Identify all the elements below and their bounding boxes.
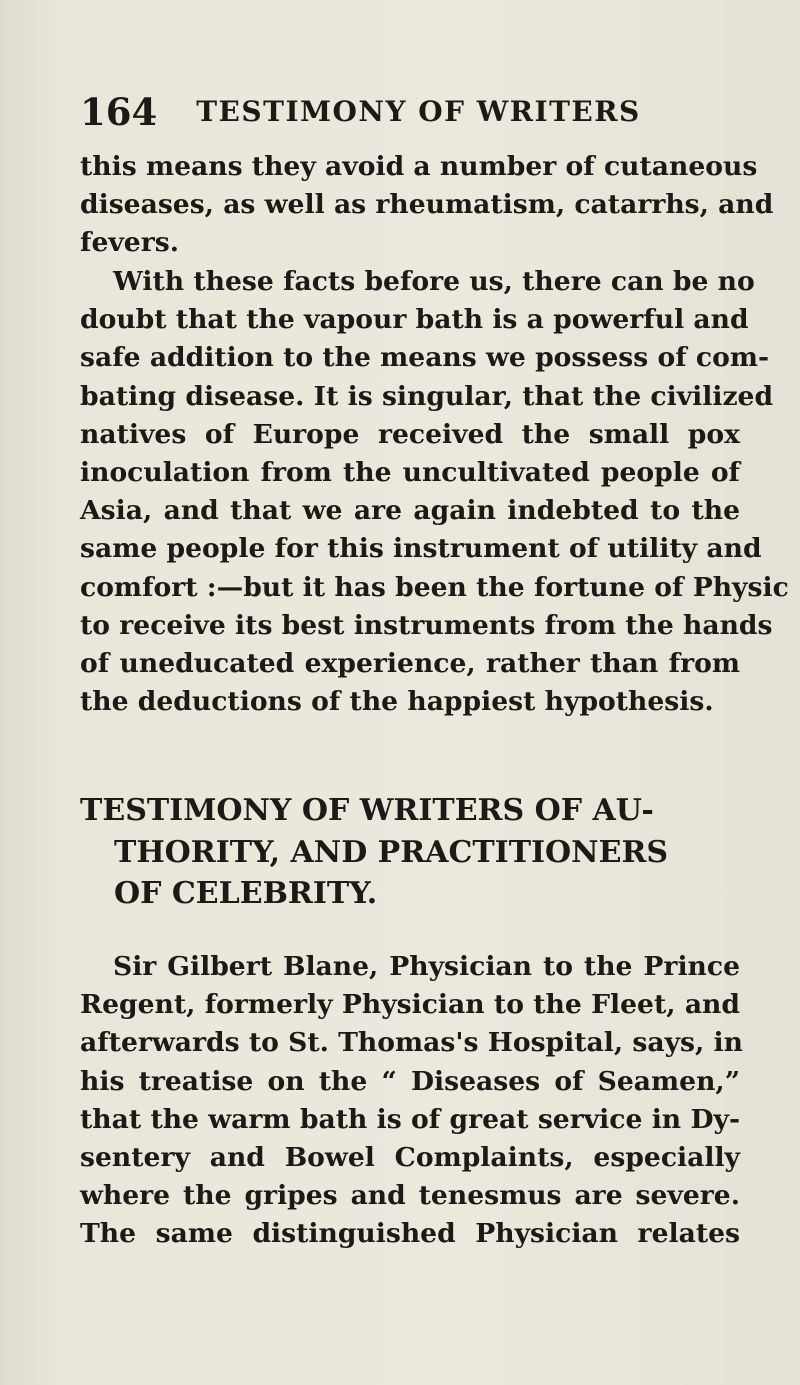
text-line: Asia, and that we are again indebted to the <box>80 495 740 527</box>
text-line: sentery and Bowel Complaints, especially <box>80 1142 740 1174</box>
page-number: 164 <box>80 90 158 134</box>
text-line: fevers. <box>80 227 179 259</box>
text-line: diseases, as well as rheumatism, catarrhs, and <box>80 189 774 221</box>
text-line: safe addition to the means we possess of com- <box>80 342 770 374</box>
text-line: Regent, formerly Physician to the Fleet, and <box>80 989 740 1021</box>
heading-line: THORITY, AND PRACTITIONERS <box>114 834 669 870</box>
text-line: natives of Europe received the small pox <box>80 418 740 450</box>
text-line: to receive its best instruments from the hands <box>80 609 773 641</box>
heading-line: TESTIMONY OF WRITERS OF AU- <box>80 793 654 828</box>
text-line: inoculation from the uncultivated people of <box>80 457 740 489</box>
text-line: Sir Gilbert Blane, Physician to the Prince <box>113 951 740 982</box>
text-line: afterwards to St. Thomas's Hospital, says, in <box>80 1027 743 1059</box>
section-heading <box>80 790 740 915</box>
text-line: where the gripes and tenesmus are severe. <box>80 1180 740 1212</box>
text-line: comfort :—but it has been the fortune of Physic <box>80 571 789 603</box>
paragraph-gilbert-blane <box>80 948 743 1254</box>
text-line: doubt that the vapour bath is a powerful and <box>80 304 749 336</box>
heading-line: OF CELEBRITY. <box>114 876 378 911</box>
running-title: TESTIMONY OF WRITERS <box>196 95 641 128</box>
text-line: his treatise on the “ Diseases of Seamen,” <box>80 1065 740 1097</box>
text-line: that the warm bath is of great service in Dy- <box>80 1103 740 1135</box>
text-line: of uneducated experience, rather than from <box>80 648 740 680</box>
paragraph-vapour-bath <box>80 263 789 721</box>
text-line: With these facts before us, there can be no <box>113 266 755 297</box>
text-line: The same distinguished Physician relates <box>80 1218 740 1250</box>
text-line: this means they avoid a number of cutaneous <box>80 151 758 182</box>
running-head <box>80 88 760 136</box>
text-line: the deductions of the happiest hypothesis. <box>80 686 714 718</box>
paragraph-continuation <box>80 148 774 263</box>
text-line: bating disease. It is singular, that the civilized <box>80 380 774 412</box>
text-line: same people for this instrument of utility and <box>80 533 762 565</box>
